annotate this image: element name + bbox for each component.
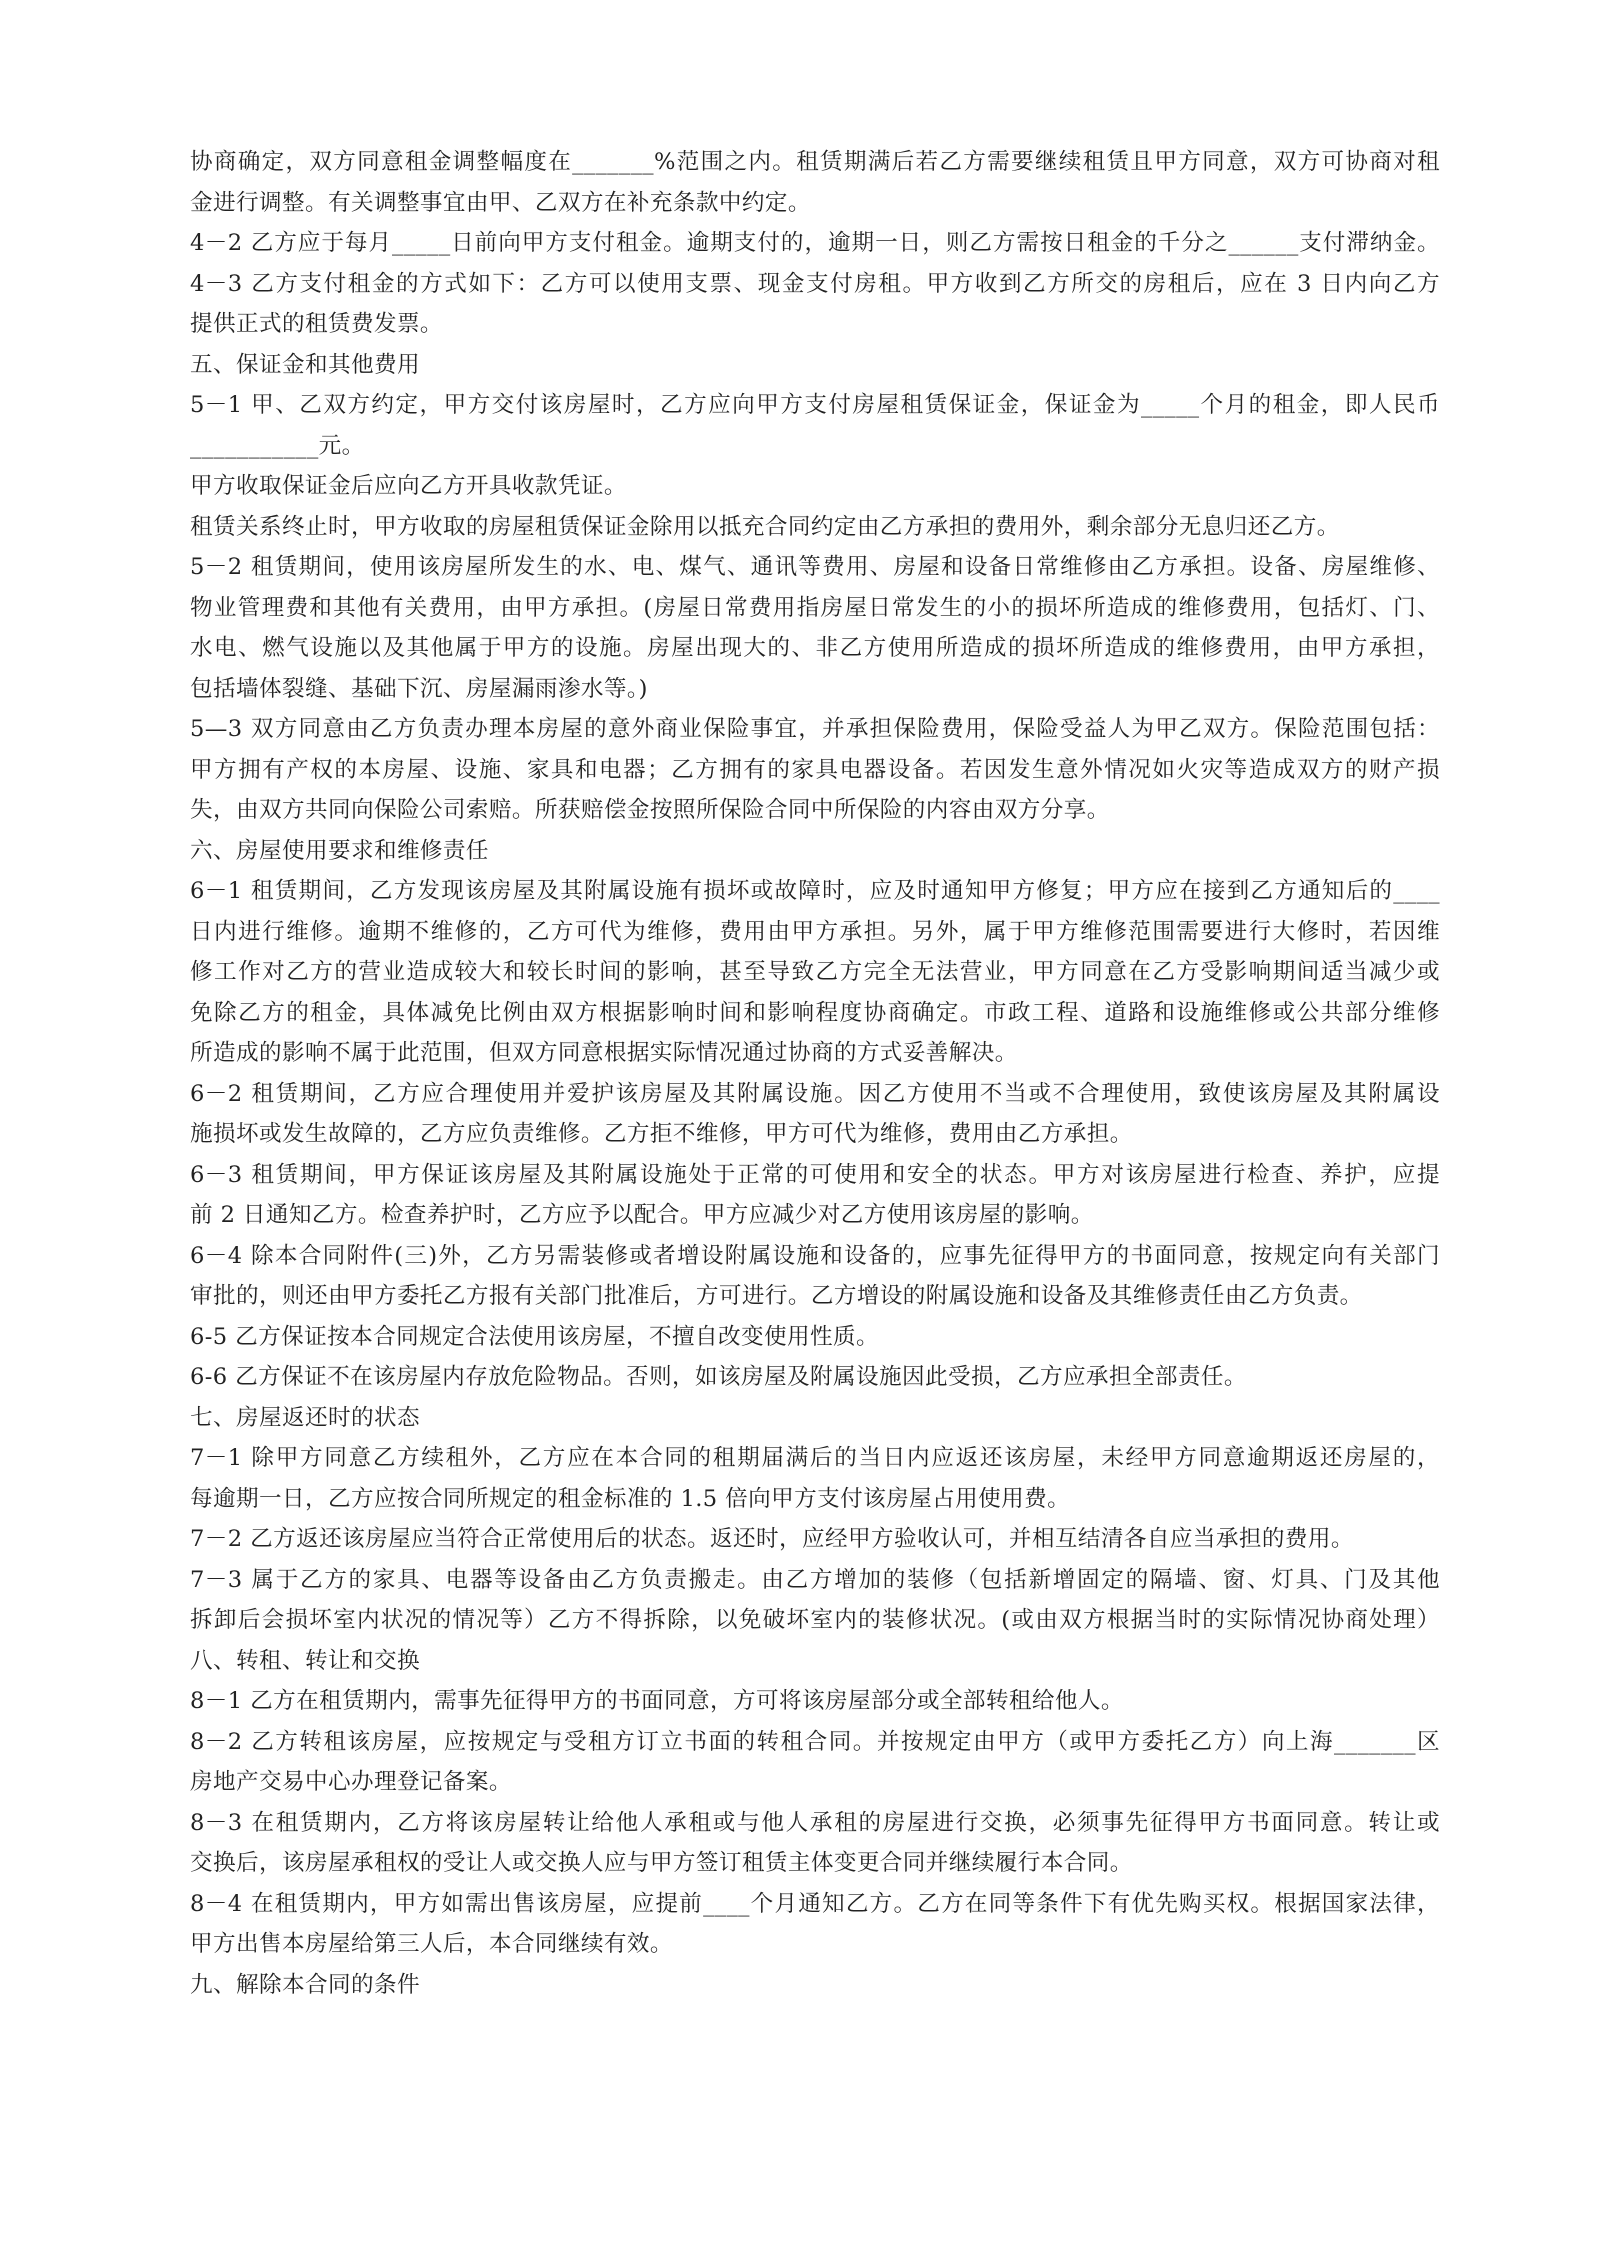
contract-text-line: 6-5 乙方保证按本合同规定合法使用该房屋，不擅自改变使用性质。 [190,1323,879,1350]
contract-text-line: 拆卸后会损坏室内状况的情况等）乙方不得拆除，以免破坏室内的装修状况。(或由双方根据当时的实际情况协商处理） [190,1607,1440,1633]
contract-text-line: 所造成的影响不属于此范围，但双方同意根据实际情况通过协商的方式妥善解决。 [190,1040,1018,1066]
contract-text-line: 日内进行维修。逾期不维修的，乙方可代为维修，费用由甲方承担。另外，属于甲方维修范围需要进行大修时，若因维 [190,918,1440,945]
contract-text-line: 前 2 日通知乙方。检查养护时，乙方应予以配合。甲方应减少对乙方使用该房屋的影响。 [190,1202,1094,1228]
contract-text-line: 审批的，则还由甲方委托乙方报有关部门批准后，方可进行。乙方增设的附属设施和设备及其维修责任由乙方负责。 [190,1283,1363,1309]
contract-text-line: 6－4 除本合同附件(三)外，乙方另需装修或者增设附属设施和设备的，应事先征得甲方的书面同意，按规定向有关部门 [190,1242,1440,1269]
contract-text-line: 8－2 乙方转租该房屋，应按规定与受租方订立书面的转租合同。并按规定由甲方（或甲方委托乙方）向上海_______区 [190,1728,1440,1755]
section-heading: 九、解除本合同的条件 [190,1971,420,1998]
contract-text-line: 5－2 租赁期间，使用该房屋所发生的水、电、煤气、通讯等费用、房屋和设备日常维修由乙方承担。设备、房屋维修、 [190,554,1440,580]
contract-text-line: 6-6 乙方保证不在该房屋内存放危险物品。否则，如该房屋及附属设施因此受损，乙方应承担全部责任。 [190,1364,1247,1390]
contract-text-line: 修工作对乙方的营业造成较大和较长时间的影响，甚至导致乙方完全无法营业，甲方同意在乙方受影响期间适当减少或 [190,959,1440,985]
contract-text-line: 包括墙体裂缝、基础下沉、房屋漏雨渗水等。) [190,675,648,702]
contract-text-line: 水电、燃气设施以及其他属于甲方的设施。房屋出现大的、非乙方使用所造成的损坏所造成的维修费用，由甲方承担， [190,635,1440,661]
contract-text-line: 甲方收取保证金后应向乙方开具收款凭证。 [190,473,627,499]
section-heading: 六、房屋使用要求和维修责任 [190,837,489,864]
contract-text-line: 施损坏或发生故障的，乙方应负责维修。乙方拒不维修，甲方可代为维修，费用由乙方承担。 [190,1121,1133,1147]
contract-text-line: 协商确定，双方同意租金调整幅度在_______%范围之内。租赁期满后若乙方需要继续租赁且甲方同意，双方可协商对租 [190,149,1440,175]
contract-text-line: 甲方拥有产权的本房屋、设施、家具和电器；乙方拥有的家具电器设备。若因发生意外情况如火灾等造成双方的财产损 [190,756,1440,783]
contract-text-line: ___________元。 [190,432,365,459]
contract-text-line: 8－1 乙方在租赁期内，需事先征得甲方的书面同意，方可将该房屋部分或全部转租给他人。 [190,1688,1124,1714]
contract-text-line: 每逾期一日，乙方应按合同所规定的租金标准的 1.5 倍向甲方支付该房屋占用使用费。 [190,1485,1071,1512]
contract-text-line: 6－1 租赁期间，乙方发现该房屋及其附属设施有损坏或故障时，应及时通知甲方修复；甲方应在接到乙方通知后的____ [190,878,1440,904]
contract-text-line: 5—3 双方同意由乙方负责办理本房屋的意外商业保险事宜，并承担保险费用，保险受益人为甲乙双方。保险范围包括： [190,716,1440,742]
contract-text-line: 物业管理费和其他有关费用，由甲方承担。(房屋日常费用指房屋日常发生的小的损坏所造成的维修费用，包括灯、门、 [190,594,1440,621]
contract-text-line: 5－1 甲、乙双方约定，甲方交付该房屋时，乙方应向甲方支付房屋租赁保证金，保证金为_____个月的租金，即人民币 [190,392,1440,418]
contract-text-line: 失，由双方共同向保险公司索赔。所获赔偿金按照所保险合同中所保险的内容由双方分享。 [190,797,1110,823]
section-heading: 八、转租、转让和交换 [190,1647,420,1674]
contract-text-line: 4－2 乙方应于每月_____日前向甲方支付租金。逾期支付的，逾期一日，则乙方需按日租金的千分之______支付滞纳金。 [190,230,1440,256]
contract-text-line: 4－3 乙方支付租金的方式如下：乙方可以使用支票、现金支付房租。甲方收到乙方所交的房租后，应在 3 日内向乙方 [190,270,1440,297]
contract-text-line: 7－2 乙方返还该房屋应当符合正常使用后的状态。返还时，应经甲方验收认可，并相互结清各自应当承担的费用。 [190,1526,1354,1552]
contract-text-line: 提供正式的租赁费发票。 [190,311,443,337]
section-heading: 七、房屋返还时的状态 [190,1404,420,1431]
contract-text-line: 7－3 属于乙方的家具、电器等设备由乙方负责搬走。由乙方增加的装修（包括新增固定的隔墙、窗、灯具、门及其他 [190,1566,1440,1593]
contract-text-line: 金进行调整。有关调整事宜由甲、乙双方在补充条款中约定。 [190,189,811,216]
contract-text-line: 交换后，该房屋承租权的受让人或交换人应与甲方签订租赁主体变更合同并继续履行本合同。 [190,1850,1133,1876]
contract-text-line: 8－3 在租赁期内，乙方将该房屋转让给他人承租或与他人承租的房屋进行交换，必须事先征得甲方书面同意。转让或 [190,1809,1440,1836]
contract-text-line: 6－3 租赁期间，甲方保证该房屋及其附属设施处于正常的可使用和安全的状态。甲方对该房屋进行检查、养护，应提 [190,1161,1440,1188]
contract-text-line: 甲方出售本房屋给第三人后，本合同继续有效。 [190,1931,673,1957]
contract-text-line: 房地产交易中心办理登记备案。 [190,1769,512,1795]
contract-text-line: 7－1 除甲方同意乙方续租外，乙方应在本合同的租期届满后的当日内应返还该房屋，未经甲方同意逾期返还房屋的， [190,1445,1440,1471]
contract-text-line: 租赁关系终止时，甲方收取的房屋租赁保证金除用以抵充合同约定由乙方承担的费用外，剩余部分无息归还乙方。 [190,513,1340,540]
contract-text-line: 8－4 在租赁期内，甲方如需出售该房屋，应提前____个月通知乙方。乙方在同等条件下有优先购买权。根据国家法律， [190,1890,1440,1917]
contract-text-line: 6－2 租赁期间，乙方应合理使用并爱护该房屋及其附属设施。因乙方使用不当或不合理使用，致使该房屋及其附属设 [190,1080,1440,1107]
contract-text-line: 免除乙方的租金，具体减免比例由双方根据影响时间和影响程度协商确定。市政工程、道路和设施维修或公共部分维修 [190,999,1440,1026]
section-heading: 五、保证金和其他费用 [190,351,420,378]
